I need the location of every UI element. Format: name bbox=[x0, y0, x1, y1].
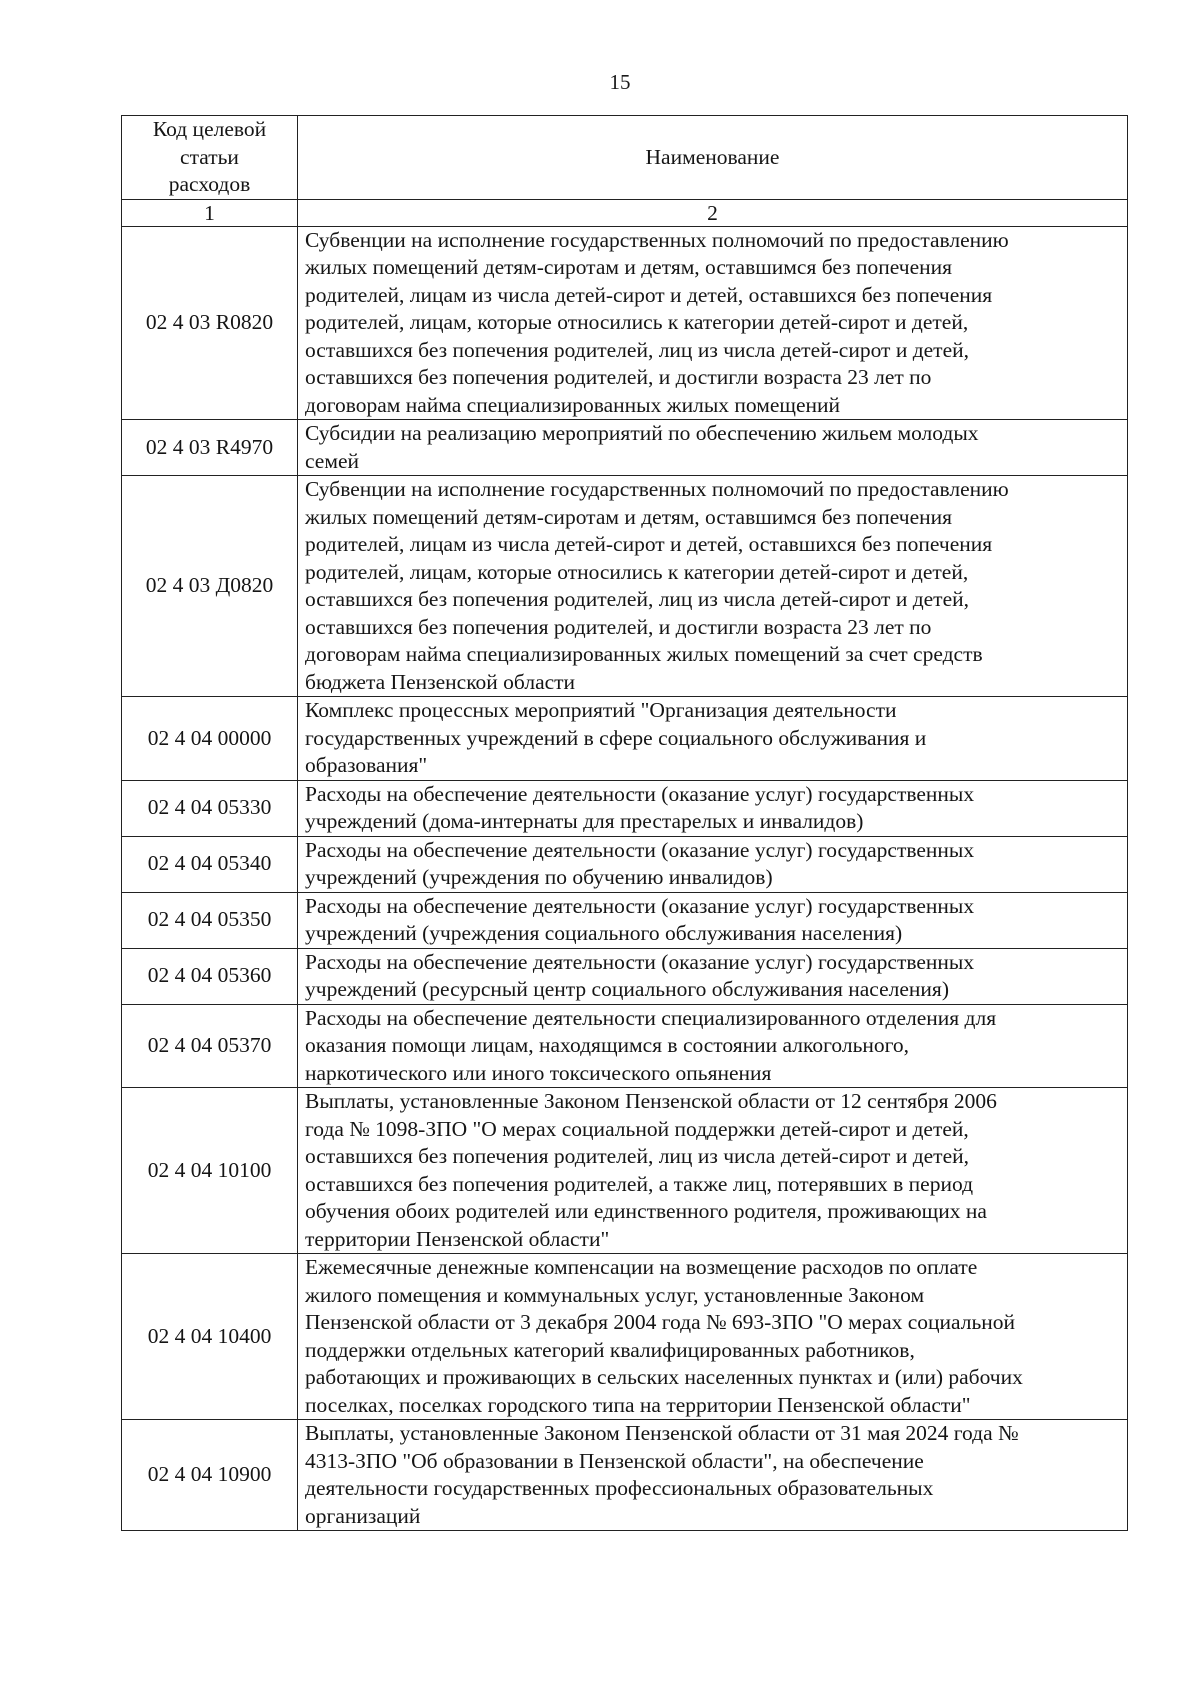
row-code-cell: 02 4 04 05340 bbox=[122, 836, 298, 892]
row-name-line: организаций bbox=[305, 1503, 421, 1528]
budget-code-table bbox=[121, 115, 1128, 1531]
row-name-cell bbox=[298, 476, 1128, 697]
row-name-line: Субвенции на исполнение государственных полномочий по предоставлению bbox=[305, 227, 1009, 252]
row-name-line: оставшихся без попечения родителей, и достигли возраста 23 лет по bbox=[305, 365, 932, 389]
row-name-line: государственных учреждений в сфере социального обслуживания и bbox=[305, 725, 927, 750]
row-name-line: Расходы на обеспечение деятельности (оказание услуг) государственных bbox=[305, 837, 975, 862]
row-name-line: оставшихся без попечения родителей, а также лиц, потерявших в период bbox=[305, 1171, 974, 1196]
row-name-cell bbox=[298, 780, 1128, 836]
row-name-line: обучения обоих родителей или единственного родителя, проживающих на bbox=[305, 1199, 987, 1223]
row-code-cell: 02 4 04 00000 bbox=[122, 697, 298, 781]
row-name-line: Комплекс процессных мероприятий "Организация деятельности bbox=[305, 698, 897, 722]
header-code-line: статьи bbox=[180, 144, 239, 169]
table-row bbox=[122, 1004, 1128, 1088]
row-name-line: Расходы на обеспечение деятельности (оказание услуг) государственных bbox=[305, 949, 975, 974]
header-name-cell: Наименование bbox=[298, 116, 1128, 200]
row-name-line: бюджета Пензенской области bbox=[305, 669, 576, 694]
row-code-cell: 02 4 03 Д0820 bbox=[122, 476, 298, 697]
row-code-cell: 02 4 04 05330 bbox=[122, 780, 298, 836]
row-name-line: оставшихся без попечения родителей, лиц из числа детей-сирот и детей, bbox=[305, 337, 970, 362]
row-name-line: родителей, лицам, которые относились к категории детей-сирот и детей, bbox=[305, 310, 969, 334]
row-code-cell: 02 4 04 10100 bbox=[122, 1088, 298, 1254]
row-name-line: оставшихся без попечения родителей, и достигли возраста 23 лет по bbox=[305, 614, 932, 639]
row-code-cell: 02 4 04 05370 bbox=[122, 1004, 298, 1088]
header-code-cell bbox=[122, 116, 298, 200]
row-name-cell bbox=[298, 1088, 1128, 1254]
table-row bbox=[122, 948, 1128, 1004]
row-name-cell bbox=[298, 892, 1128, 948]
table-row bbox=[122, 1088, 1128, 1254]
row-name-line: учреждений (учреждения по обучению инвалидов) bbox=[305, 865, 773, 889]
row-name-line: родителей, лицам из числа детей-сирот и детей, оставшихся без попечения bbox=[305, 282, 993, 307]
row-name-line: жилого помещения и коммунальных услуг, установленные Законом bbox=[305, 1282, 925, 1307]
row-name-line: родителей, лицам из числа детей-сирот и детей, оставшихся без попечения bbox=[305, 532, 993, 556]
column-number-2: 2 bbox=[298, 199, 1128, 226]
row-name-line: деятельности государственных профессиональных образовательных bbox=[305, 1476, 934, 1500]
row-name-line: оказания помощи лицам, находящимся в состоянии алкогольного, bbox=[305, 1033, 910, 1057]
row-name-line: работающих и проживающих в сельских населенных пунктах и (или) рабочих bbox=[305, 1365, 1023, 1389]
header-code-line: Код целевой bbox=[152, 117, 267, 141]
table-row bbox=[122, 697, 1128, 781]
row-code-cell: 02 4 04 05360 bbox=[122, 948, 298, 1004]
row-name-line: Расходы на обеспечение деятельности (оказание услуг) государственных bbox=[305, 893, 975, 918]
header-code-line: расходов bbox=[168, 172, 251, 196]
row-name-cell bbox=[298, 948, 1128, 1004]
row-name-line: наркотического или иного токсического опьянения bbox=[305, 1060, 772, 1085]
row-name-cell bbox=[298, 1420, 1128, 1531]
page-number: 15 bbox=[609, 70, 631, 94]
row-name-line: Субвенции на исполнение государственных полномочий по предоставлению bbox=[305, 477, 1009, 501]
table-row bbox=[122, 780, 1128, 836]
row-name-cell bbox=[298, 836, 1128, 892]
row-name-line: родителей, лицам, которые относились к категории детей-сирот и детей, bbox=[305, 559, 969, 584]
row-name-line: территории Пензенской области" bbox=[305, 1226, 610, 1251]
row-name-line: образования" bbox=[305, 753, 428, 777]
row-name-cell bbox=[298, 1254, 1128, 1420]
row-name-cell bbox=[298, 420, 1128, 476]
table-row bbox=[122, 892, 1128, 948]
row-name-line: Субсидии на реализацию мероприятий по обеспечению жильем молодых bbox=[305, 421, 979, 445]
row-name-line: жилых помещений детям-сиротам и детям, оставшимся без попечения bbox=[305, 255, 953, 279]
table-row bbox=[122, 226, 1128, 420]
row-code-cell: 02 4 04 05350 bbox=[122, 892, 298, 948]
row-name-line: Пензенской области от 3 декабря 2004 года № 693-ЗПО "О мерах социальной bbox=[305, 1310, 1016, 1334]
row-name-line: жилых помещений детям-сиротам и детям, оставшимся без попечения bbox=[305, 504, 953, 529]
row-code-cell: 02 4 03 R4970 bbox=[122, 420, 298, 476]
table-row bbox=[122, 420, 1128, 476]
row-name-line: года № 1098-ЗПО "О мерах социальной поддержки детей-сирот и детей, bbox=[305, 1116, 969, 1141]
row-name-line: учреждений (ресурсный центр социального обслуживания населения) bbox=[305, 977, 949, 1001]
table-row bbox=[122, 1254, 1128, 1420]
row-name-line: Выплаты, установленные Законом Пензенской области от 12 сентября 2006 bbox=[305, 1089, 997, 1113]
row-name-line: Расходы на обеспечение деятельности (оказание услуг) государственных bbox=[305, 781, 975, 806]
row-name-cell bbox=[298, 697, 1128, 781]
row-name-line: Выплаты, установленные Законом Пензенской области от 31 мая 2024 года № bbox=[305, 1421, 1019, 1445]
row-name-line: оставшихся без попечения родителей, лиц из числа детей-сирот и детей, bbox=[305, 1144, 970, 1168]
row-name-line: 4313-ЗПО "Об образовании в Пензенской области", на обеспечение bbox=[305, 1448, 924, 1473]
table-row bbox=[122, 1420, 1128, 1531]
row-name-line: Ежемесячные денежные компенсации на возмещение расходов по оплате bbox=[305, 1255, 978, 1279]
row-code-cell: 02 4 04 10900 bbox=[122, 1420, 298, 1531]
row-name-line: учреждений (учреждения социального обслуживания населения) bbox=[305, 921, 903, 945]
table-header-row bbox=[122, 116, 1128, 200]
row-name-line: поселках, поселках городского типа на территории Пензенской области" bbox=[305, 1392, 971, 1417]
row-name-line: поддержки отдельных категорий квалифицированных работников, bbox=[305, 1337, 915, 1362]
table-row bbox=[122, 476, 1128, 697]
row-name-line: договорам найма специализированных жилых помещений за счет средств bbox=[305, 642, 983, 666]
row-name-line: семей bbox=[305, 448, 360, 473]
row-name-line: договорам найма специализированных жилых помещений bbox=[305, 392, 841, 417]
row-name-cell bbox=[298, 226, 1128, 420]
table-row bbox=[122, 836, 1128, 892]
row-code-cell: 02 4 04 10400 bbox=[122, 1254, 298, 1420]
row-name-line: Расходы на обеспечение деятельности специализированного отделения для bbox=[305, 1005, 997, 1030]
column-number-1: 1 bbox=[122, 199, 298, 226]
row-name-line: оставшихся без попечения родителей, лиц из числа детей-сирот и детей, bbox=[305, 587, 970, 611]
row-code-cell: 02 4 03 R0820 bbox=[122, 226, 298, 420]
row-name-cell bbox=[298, 1004, 1128, 1088]
column-number-row bbox=[122, 199, 1128, 226]
row-name-line: учреждений (дома-интернаты для престарелых и инвалидов) bbox=[305, 809, 864, 833]
table-body bbox=[122, 226, 1128, 1531]
